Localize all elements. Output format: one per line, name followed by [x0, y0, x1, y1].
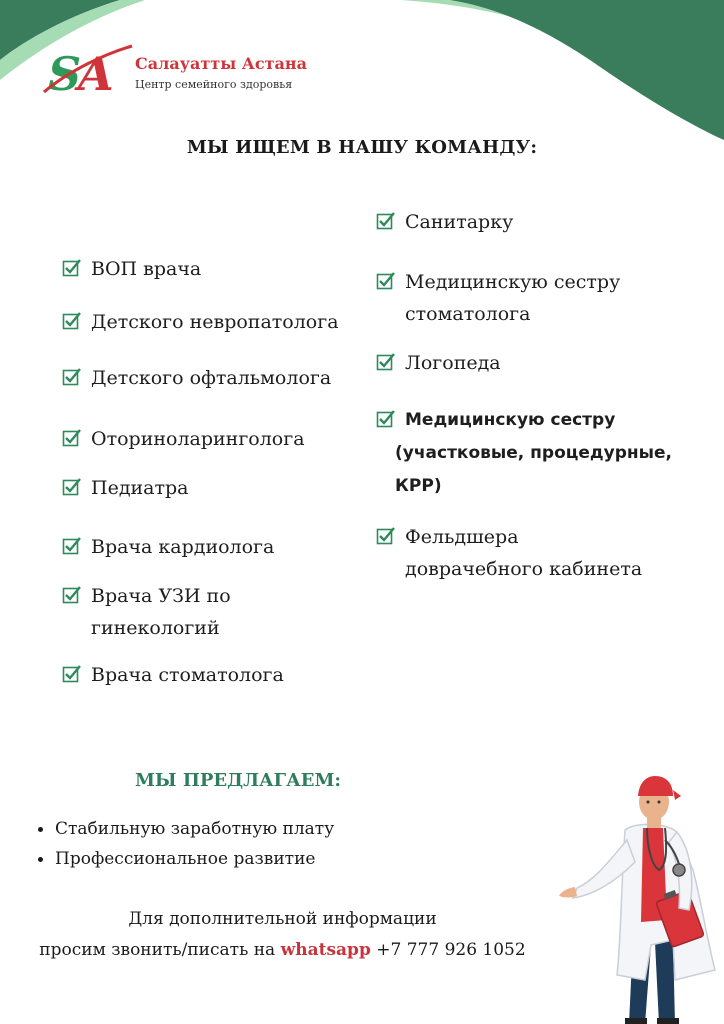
- brand-name: Салауатты Астана: [135, 54, 307, 73]
- svg-text:S: S: [48, 47, 82, 100]
- check-icon: [62, 367, 82, 387]
- item-text: гинекологий: [91, 617, 220, 639]
- list-item: [376, 521, 642, 585]
- item-text: Медицинскую сестру: [405, 410, 616, 430]
- item-text: Логопеда: [405, 352, 501, 374]
- contact-info: [10, 904, 555, 966]
- offer-list: [38, 814, 334, 874]
- list-item: [38, 844, 334, 874]
- item-text: Детского офтальмолога: [91, 367, 332, 389]
- item-text: Санитарку: [405, 211, 514, 233]
- item-text: Врача УЗИ по: [91, 585, 231, 607]
- check-icon: [62, 428, 82, 448]
- list-item: [38, 814, 334, 844]
- item-text: Профессиональное развитие: [55, 849, 316, 869]
- list-item: [62, 306, 339, 338]
- item-text: Врача кардиолога: [91, 536, 275, 558]
- contact-line: [10, 935, 555, 966]
- item-text: Врача стоматолога: [91, 664, 284, 686]
- list-item: [62, 659, 284, 691]
- list-item: [376, 404, 672, 503]
- list-item: [62, 472, 189, 504]
- item-text: стоматолога: [405, 303, 531, 325]
- list-item: [62, 423, 305, 455]
- bullet-icon: [38, 857, 43, 862]
- check-icon: [62, 477, 82, 497]
- check-icon: [62, 664, 82, 684]
- contact-line: Для дополнительной информации: [128, 909, 437, 929]
- contact-prefix: просим звонить/писать на: [39, 940, 276, 960]
- item-text: Стабильную заработную плату: [55, 819, 335, 839]
- item-text: Фельдшера: [405, 526, 519, 548]
- item-text: КРР): [395, 476, 442, 496]
- check-icon: [376, 211, 396, 231]
- list-item: [62, 580, 231, 644]
- item-text: Детского невропатолога: [91, 311, 339, 333]
- offer-title: МЫ ПРЕДЛАГАЕМ:: [135, 770, 342, 791]
- list-item: [376, 266, 620, 330]
- check-icon: [376, 271, 396, 291]
- list-item: [376, 206, 513, 238]
- bullet-icon: [38, 827, 43, 832]
- item-text: ВОП врача: [91, 258, 202, 280]
- page-title: МЫ ИЩЕМ В НАШУ КОМАНДУ:: [186, 137, 538, 158]
- doctor-illustration: [555, 770, 724, 1024]
- item-text: доврачебного кабинета: [405, 558, 643, 580]
- check-icon: [376, 409, 396, 429]
- check-icon: [62, 536, 82, 556]
- item-text: (участковые, процедурные,: [395, 443, 672, 463]
- brand-subtitle: Центр семейного здоровья: [135, 78, 293, 91]
- list-item: [62, 253, 201, 285]
- sa-logo-icon: [40, 40, 135, 100]
- whatsapp-label: whatsapp: [280, 940, 371, 960]
- check-icon: [62, 585, 82, 605]
- phone-number: +7 777 926 1052: [376, 940, 526, 960]
- item-text: Педиатра: [91, 477, 189, 499]
- item-text: Медицинскую сестру: [405, 271, 621, 293]
- list-item: [62, 362, 331, 394]
- item-text: Оториноларинголога: [91, 428, 305, 450]
- check-icon: [376, 526, 396, 546]
- check-icon: [376, 352, 396, 372]
- check-icon: [62, 311, 82, 331]
- list-item: [62, 531, 274, 563]
- list-item: [376, 347, 501, 379]
- check-icon: [62, 258, 82, 278]
- brand-logo: [40, 40, 330, 100]
- svg-text:A: A: [78, 47, 114, 100]
